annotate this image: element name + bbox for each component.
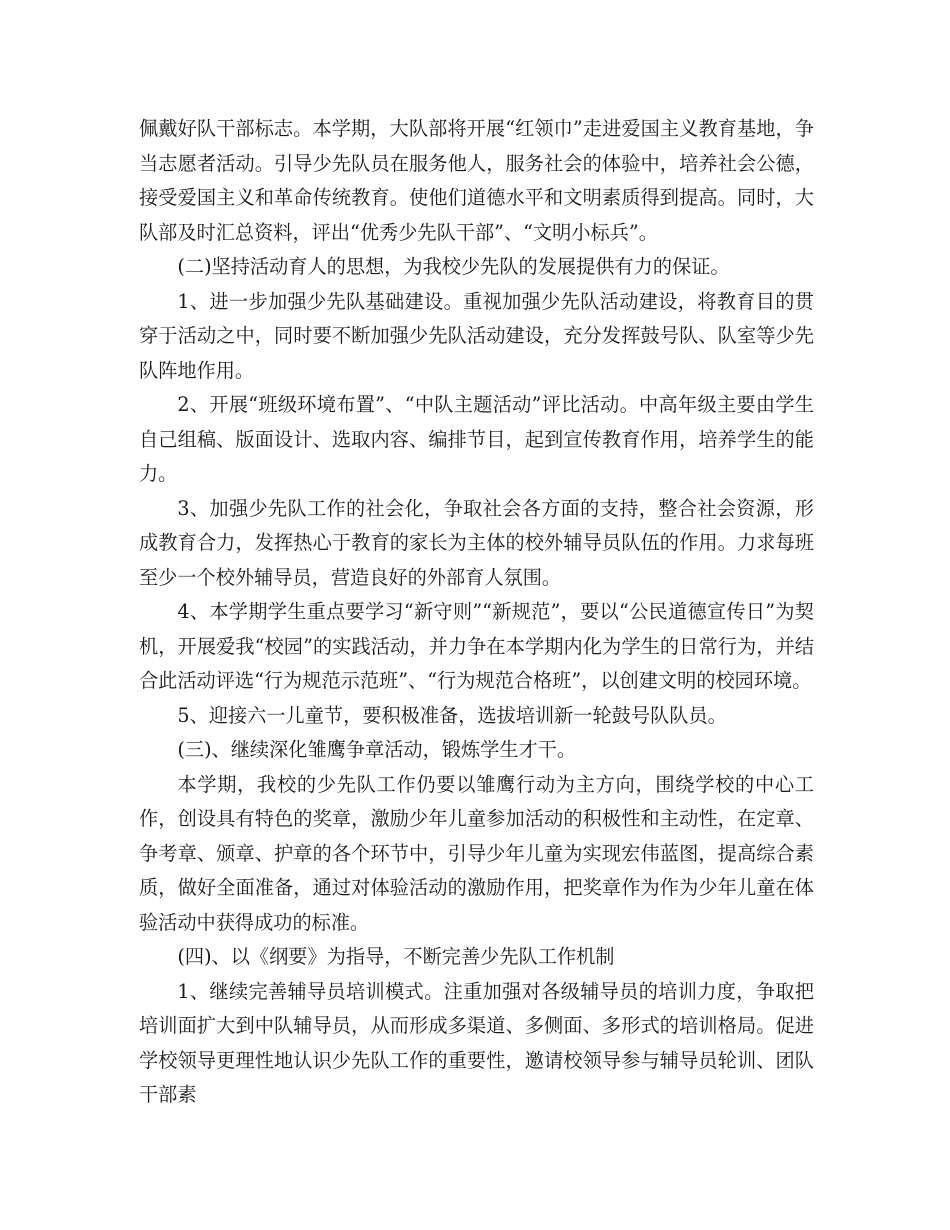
paragraph-item-5: 5、迎接六一儿童节，要积极准备，选拔培训新一轮鼓号队队员。	[177, 703, 727, 727]
paragraph-item-1: 1、进一步加强少先队基础建设。重视加强少先队活动建设，将教育目的贯穿于活动之中，同时要不断加强少先队活动建设，充分发挥鼓号队、队室等少先队阵地作用。	[139, 289, 814, 382]
paragraph-item-3: 3、加强少先队工作的社会化，争取社会各方面的支持，整合社会资源，形成教育合力，发挥热心于教育的家长为主体的校外辅导员队伍的作用。力求每班至少一个校外辅导员，营造良好的外部育人氛围。	[139, 496, 814, 589]
paragraph-1: 佩戴好队干部标志。本学期，大队部将开展“红领巾”走进爱国主义教育基地，争当志愿者活动。引导少先队员在服务他人，服务社会的体验中，培养社会公德，接受爱国主义和革命传统教育。使他们道德水平和文明素质得到提高。同时，大队部及时汇总资料，评出“优秀少先队干部”、“文明小标兵”。	[139, 117, 814, 244]
document-body	[139, 112, 814, 1113]
section-heading-4: (四)、以《纲要》为指导，不断完善少先队工作机制	[177, 945, 615, 968]
paragraph-item-1-training: 1、继续完善辅导员培训模式。注重加强对各级辅导员的培训力度，争取把培训面扩大到中队辅导员，从而形成多渠道、多侧面、多形式的培训格局。促进学校领导更理性地认识少先队工作的重要性，邀请校领导参与辅导员轮训、团队干部素	[139, 979, 814, 1106]
section-heading-2: (二)坚持活动育人的思想，为我校少先队的发展提供有力的保证。	[177, 255, 730, 278]
paragraph-body: 本学期，我校的少先队工作仍要以雏鹰行动为主方向，围绕学校的中心工作，创设具有特色的奖章，激励少年儿童参加活动的积极性和主动性，在定章、争考章、颁章、护章的各个环节中，引导少年儿童为实现宏伟蓝图，提高综合素质，做好全面准备，通过对体验活动的激励作用，把奖章作为作为少年儿童在体验活动中获得成功的标准。	[139, 772, 814, 934]
paragraph-item-4: 4、本学期学生重点要学习“新守则”“新规范”，要以“公民道德宣传日”为契机，开展爱我“校园”的实践活动，并力争在本学期内化为学生的日常行为，并结合此活动评选“行为规范示范班”、“行为规范合格班”，以创建文明的校园环境。	[139, 600, 814, 692]
paragraph-item-2: 2、开展“班级环境布置”、“中队主题活动”评比活动。中高年级主要由学生自己组稿、版面设计、选取内容、编排节目，起到宣传教育作用，培养学生的能力。	[139, 393, 814, 485]
section-heading-3: (三)、继续深化雏鹰争章活动，锻炼学生才干。	[177, 738, 577, 761]
